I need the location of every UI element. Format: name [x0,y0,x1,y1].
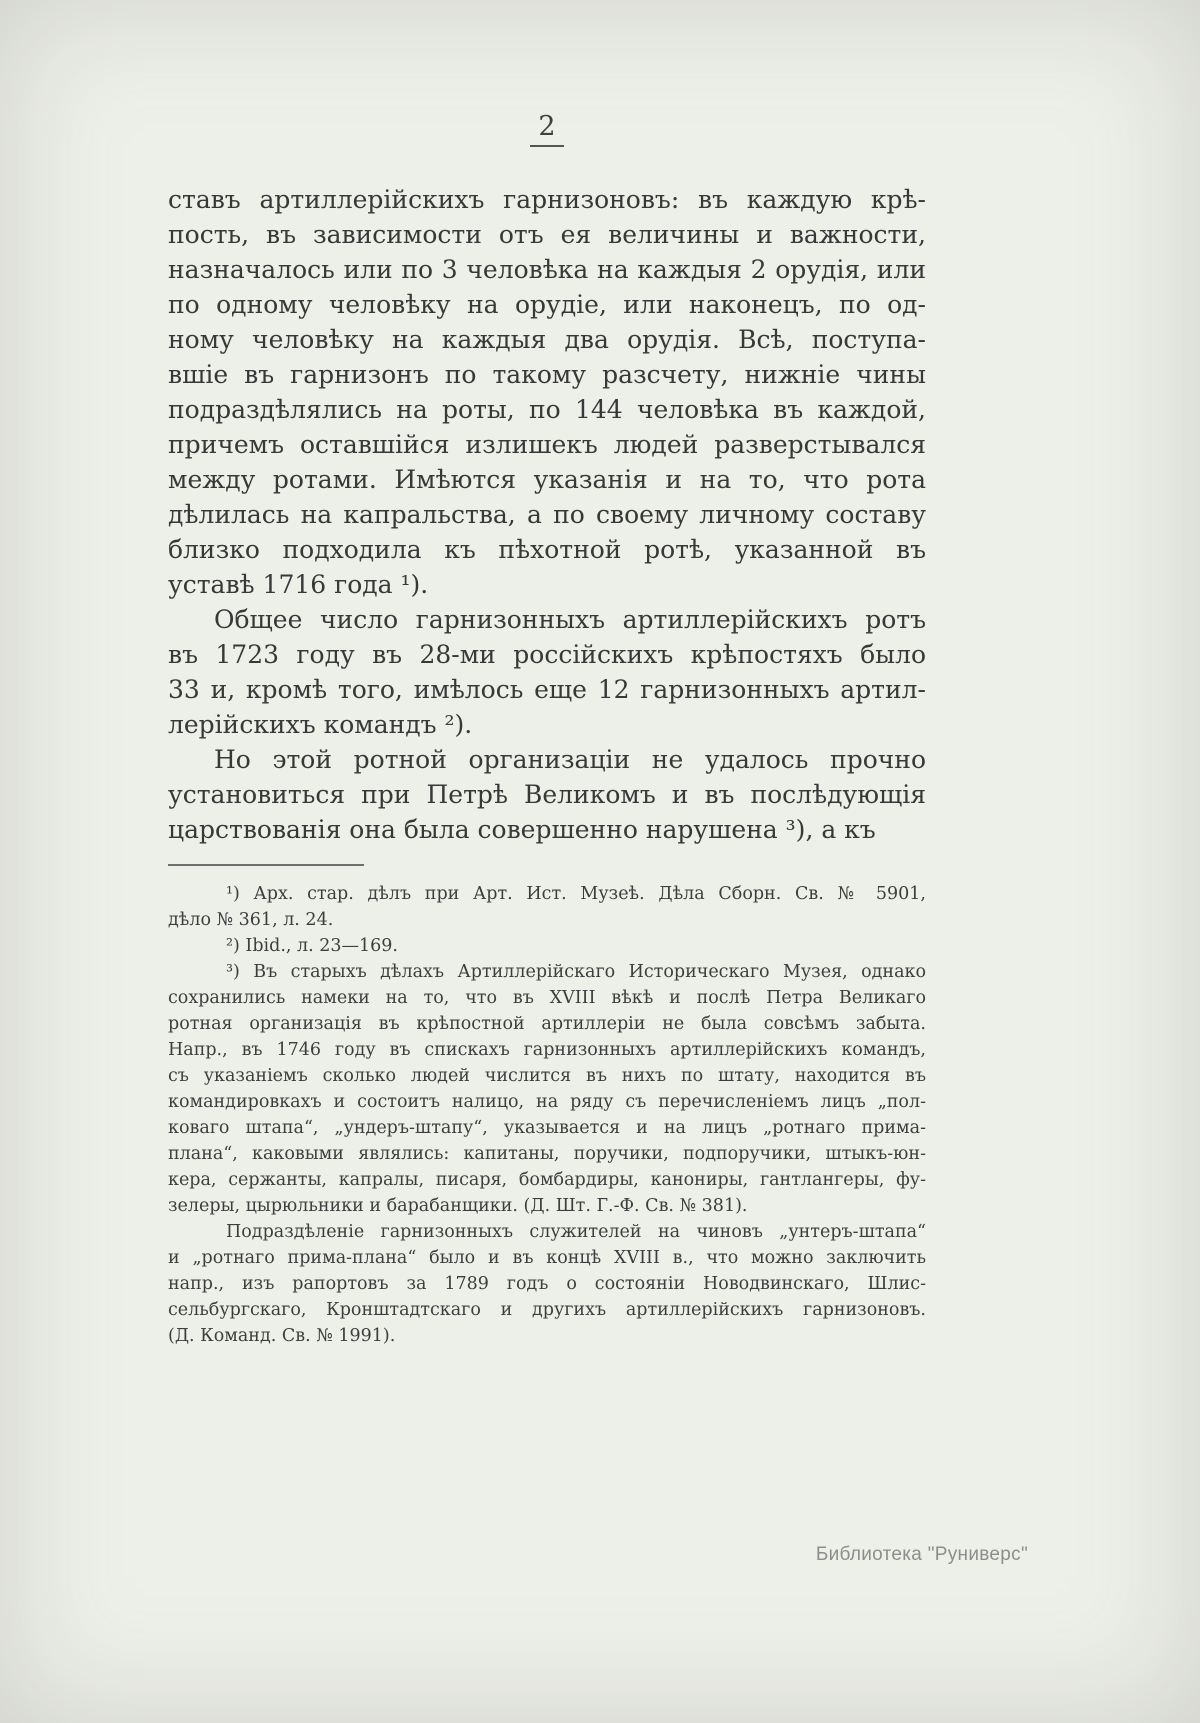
text-line: сохранились намеки на то, что въ XVIII вѣкѣ и послѣ Петра Великаго [168,988,926,1008]
text-line: установиться при Петрѣ Великомъ и въ послѣдующія [168,780,926,809]
footnote-1 [168,881,926,933]
text-line: кера, сержанты, капралы, писаря, бомбардиры, канониры, гантлангеры, фу- [168,1170,926,1190]
text-line: Напр., въ 1746 году въ спискахъ гарнизонныхъ артиллерійскихъ командъ, [168,1040,926,1060]
text-line: 33 и, кромѣ того, имѣлось еще 12 гарнизонныхъ артил- [168,675,926,704]
text-line: сельбургскаго, Кронштадтскаго и другихъ артиллерійскихъ гарнизоновъ. [168,1300,926,1320]
text-line: Общее число гарнизонныхъ артиллерійскихъ ротъ [214,605,926,634]
text-line: напр., изъ рапортовъ за 1789 годъ о состояніи Новодвинскаго, Шлис- [168,1274,926,1294]
text-line: между ротами. Имѣются указанія и на то, что рота [168,465,926,494]
footnote-3-continuation [168,1219,926,1349]
text-line: царствованія она была совершенно нарушена ³), а къ [168,815,876,844]
text-line: зелеры, цырюльники и барабанщики. (Д. Шт. Г.-Ф. Св. № 381). [168,1196,748,1216]
text-line: ному человѣку на каждыя два орудія. Всѣ, поступа- [168,325,926,354]
text-line: въ 1723 году въ 28-ми россійскихъ крѣпостяхъ было [168,640,926,669]
text-line: близко подходила къ пѣхотной ротѣ, указанной въ [168,535,926,564]
text-line: подраздѣлялись на роты, по 144 человѣка въ каждой, [168,395,926,424]
text-line: Подраздѣленіе гарнизонныхъ служителей на чиновъ „унтеръ-штапа“ [226,1222,926,1242]
body-paragraph-2 [168,602,926,742]
text-line: по одному человѣку на орудіе, или наконецъ, по од- [168,290,926,319]
footnote-separator-rule [168,864,364,866]
text-line: назначалось или по 3 человѣка на каждыя 2 орудія, или [168,255,926,284]
library-watermark: Библиотека "Руниверс" [815,1544,1028,1565]
footnote-2 [168,933,926,959]
text-line: съ указаніемъ сколько людей числится въ нихъ по штату, находится въ [168,1066,926,1086]
text-line: ¹) Арх. стар. дѣлъ при Арт. Ист. Музеѣ. Дѣла Сборн. Св. № 5901, [226,884,926,904]
footnote-3 [168,959,926,1219]
text-line: пость, въ зависимости отъ ея величины и важности, [168,220,926,249]
page-content [168,182,926,1349]
page-number: 2 [530,112,563,147]
page-header [168,112,926,147]
text-line: причемъ оставшійся излишекъ людей разверстывался [168,430,926,459]
text-line: ²) Ibid., л. 23—169. [226,936,398,956]
text-line: дѣлилась на капральства, а по своему личному составу [168,500,926,529]
text-line: ставъ артиллерійскихъ гарнизоновъ: въ каждую крѣ- [168,185,926,214]
text-line: Но этой ротной организаціи не удалось прочно [214,745,926,774]
text-line: лерійскихъ командъ ²). [168,710,473,739]
text-line: вшіе въ гарнизонъ по такому разсчету, нижніе чины [168,360,926,389]
text-line: командировкахъ и состоитъ налицо, на ряду съ перечисленіемъ лицъ „пол- [168,1092,926,1112]
body-paragraph-3 [168,742,926,847]
body-paragraph-1 [168,182,926,602]
text-line: и „ротнаго прима-плана“ было и въ концѣ XVIII в., что можно заключить [168,1248,926,1268]
text-line: (Д. Команд. Св. № 1991). [168,1326,396,1346]
text-line: дѣло № 361, л. 24. [168,910,334,930]
text-line: ротная организація въ крѣпостной артиллеріи не была совсѣмъ забыта. [168,1014,926,1034]
text-line: плана“, каковыми являлись: капитаны, поручики, подпоручики, штыкъ-юн- [168,1144,926,1164]
text-line: ³) Въ старыхъ дѣлахъ Артиллерійскаго Историческаго Музея, однако [226,962,926,982]
text-line: уставѣ 1716 года ¹). [168,570,429,599]
text-line: коваго штапа“, „ундеръ-штапу“, указывается и на лицъ „ротнаго прима- [168,1118,926,1138]
